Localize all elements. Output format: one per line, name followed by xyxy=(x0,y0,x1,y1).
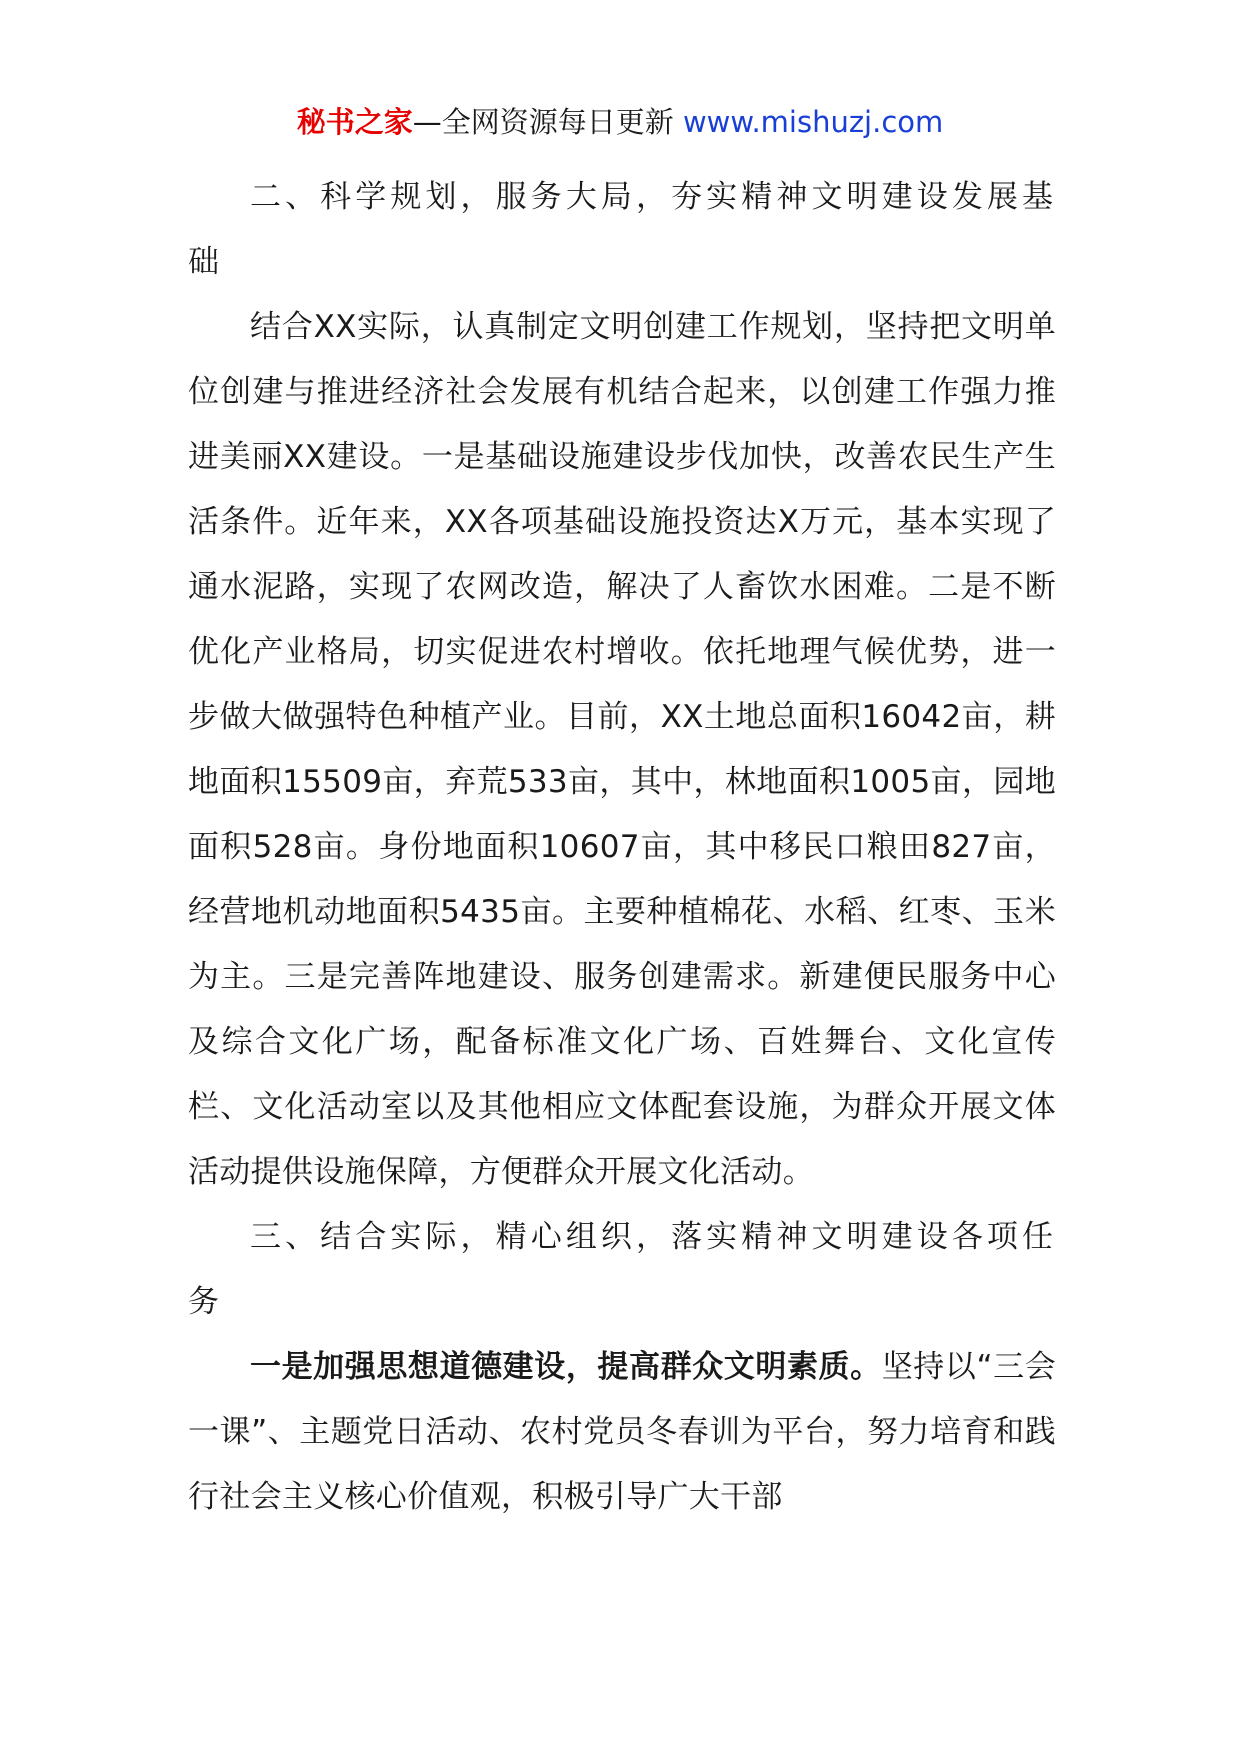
item-1-body: 坚持以“三会一课”、主题党日活动、农村党员冬春训为平台，努力培育和践行社会主义核心价值观，积极引导广大干部 xyxy=(188,1349,1056,1515)
item-1-lead: 一是加强思想道德建设，提高群众文明素质。 xyxy=(250,1349,882,1385)
website-link[interactable]: www.mishuzj.com xyxy=(682,105,944,139)
section-3-item-1 xyxy=(188,1335,1056,1530)
document-body xyxy=(188,165,1056,1530)
brand-name: 秘书之家 xyxy=(296,105,413,139)
page-header xyxy=(0,100,1240,144)
section-2-paragraph: 结合XX实际，认真制定文明创建工作规划，坚持把文明单位创建与推进经济社会发展有机结合起来，以创建工作强力推进美丽XX建设。一是基础设施建设步伐加快，改善农民生产生活条件。近年来，XX各项基础设施投资达X万元，基本实现了通水泥路，实现了农网改造，解决了人畜饮水困难。二是不断优化产业格局，切实促进农村增收。依托地理气候优势，进一步做大做强特色种植产业。目前，XX土地总面积16042亩，耕地面积15509亩，弃荒533亩，其中，林地面积1005亩，园地面积528亩。身份地面积10607亩，其中移民口粮田827亩，经营地机动地面积5435亩。主要种植棉花、水稻、红枣、玉米为主。三是完善阵地建设、服务创建需求。新建便民服务中心及综合文化广场，配备标准文化广场、百姓舞台、文化宣传栏、文化活动室以及其他相应文体配套设施，为群众开展文体活动提供设施保障，方便群众开展文化活动。 xyxy=(188,309,1056,1190)
header-tagline: —全网资源每日更新 xyxy=(412,105,674,139)
section-3-heading: 三、结合实际，精心组织，落实精神文明建设各项任务 xyxy=(188,1219,1056,1320)
section-2-heading: 二、科学规划，服务大局，夯实精神文明建设发展基础 xyxy=(188,179,1056,280)
